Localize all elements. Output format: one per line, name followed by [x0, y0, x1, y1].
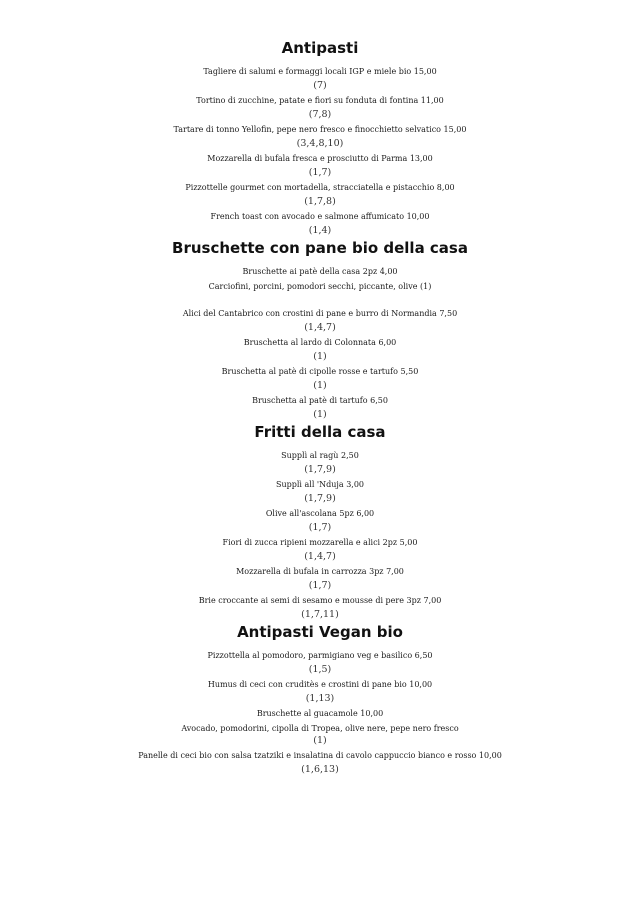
menu-item-name: Humus di ceci con cruditès e crostini di pane bio 10,00 [207, 680, 433, 689]
menu-item-allergens: (1,4) [308, 225, 332, 236]
menu-item-name: Bruschette ai patè della casa 2pz 4,00 [242, 267, 398, 276]
menu-item-allergens: (1,7) [308, 167, 332, 178]
menu-item-name: Supplì al ragù 2,50 [281, 451, 359, 460]
menu-item-allergens: (1,4,7) [304, 322, 336, 333]
menu-item-allergens: (1,4,7) [304, 551, 336, 562]
menu-item-allergens: (1) [313, 351, 327, 362]
menu-item-name: Pizzottelle gourmet con mortadella, stracciatella e pistacchio 8,00 [185, 183, 455, 192]
section-title-antipasti: Antipasti [281, 39, 359, 57]
menu-item-name: Mozzarella di bufala fresca e prosciutto di Parma 13,00 [207, 154, 433, 163]
menu-item-name: Alici del Cantabrico con crostini di pane e burro di Normandia 7,50 [182, 309, 458, 318]
menu-item-description: Carciofini, porcini, pomodori secchi, piccante, olive (1) [208, 282, 432, 291]
menu-item-allergens: (3,4,8,10) [296, 138, 344, 149]
menu-item-allergens: (1) [313, 735, 327, 746]
section-title-fritti: Fritti della casa [254, 423, 386, 441]
menu-item-name: Tortino di zucchine, patate e fiori su fonduta di fontina 11,00 [196, 96, 444, 105]
menu-item-name: Bruschetta al lardo di Colonnata 6,00 [243, 338, 397, 347]
menu-item-name: Bruschette al guacamole 10,00 [256, 709, 384, 718]
menu-item-name: Mozzarella di bufala in carrozza 3pz 7,00 [236, 567, 404, 576]
menu-item-description: Avocado, pomodorini, cipolla di Tropea, olive nere, pepe nero fresco [181, 724, 459, 733]
menu-item-allergens: (1) [313, 380, 327, 391]
menu-item-name: Pizzottella al pomodoro, parmigiano veg e basilico 6,50 [207, 651, 433, 660]
menu-item-allergens: (1,6,13) [301, 764, 339, 775]
section-title-bruschette: Bruschette con pane bio della casa [172, 239, 468, 257]
menu-item-name: Tartare di tonno Yellofin, pepe nero fresco e finocchietto selvatico 15,00 [173, 125, 467, 134]
menu-item-allergens: (1,7,8) [304, 196, 336, 207]
menu-item-allergens: (1,7,9) [304, 464, 336, 475]
menu-item-name: Tagliere di salumi e formaggi locali IGP e miele bio 15,00 [203, 67, 437, 76]
menu-item-allergens: (1,7,11) [301, 609, 339, 620]
menu-item-allergens: (1,13) [305, 693, 335, 704]
menu-item-allergens: (1,7,9) [304, 493, 336, 504]
menu-item-allergens: (1,5) [308, 664, 332, 675]
section-title-vegan: Antipasti Vegan bio [237, 623, 403, 641]
menu-item-allergens: (1,7) [308, 522, 332, 533]
menu-item-name: Olive all'ascolana 5pz 6,00 [265, 509, 375, 518]
menu-item-allergens: (7,8) [308, 109, 332, 120]
menu-item-name: Panelle di ceci bio con salsa tzatziki e insalatina di cavolo cappuccio bianco e rosso 10,00 [138, 751, 502, 760]
menu-item-name: Brie croccante ai semi di sesamo e mousse di pere 3pz 7,00 [198, 596, 442, 605]
menu-item-allergens: (7) [313, 80, 327, 91]
menu-item-name: French toast con avocado e salmone affumicato 10,00 [210, 212, 430, 221]
menu-item-name: Supplì all 'Nduja 3,00 [275, 480, 365, 489]
menu-item-name: Bruschetta al patè di cipolle rosse e tartufo 5,50 [221, 367, 419, 376]
menu-item-allergens: (1,7) [308, 580, 332, 591]
menu-item-allergens: (1) [313, 409, 327, 420]
menu-item-name: Fiori di zucca ripieni mozzarella e alici 2pz 5,00 [222, 538, 418, 547]
menu-item-name: Bruschetta al patè di tartufo 6,50 [252, 396, 388, 405]
